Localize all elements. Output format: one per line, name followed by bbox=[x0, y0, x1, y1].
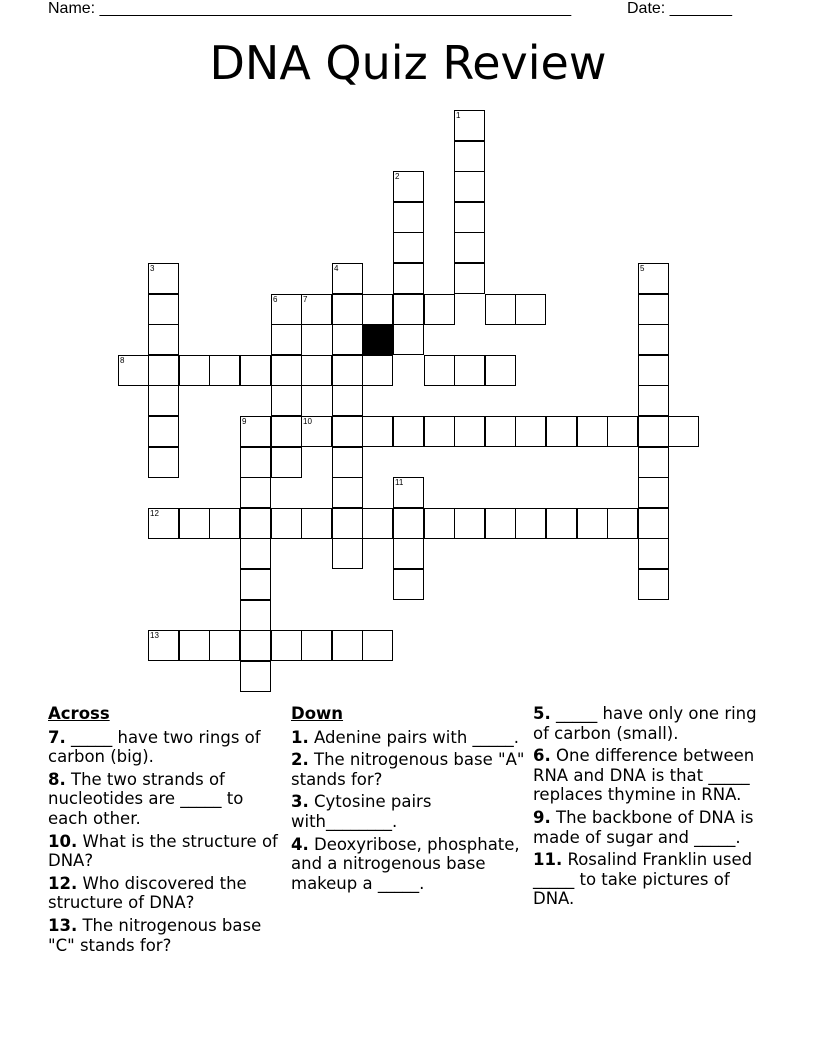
grid-cell bbox=[424, 416, 455, 447]
grid-cell bbox=[485, 508, 516, 539]
grid-cell bbox=[638, 477, 669, 508]
down-clue-list-continued bbox=[533, 704, 768, 909]
clue-text: One difference between RNA and DNA is that _____ replaces thymine in RNA. bbox=[533, 746, 755, 805]
grid-cell bbox=[118, 355, 149, 386]
grid-cell bbox=[607, 508, 638, 539]
grid-cell bbox=[638, 569, 669, 600]
grid-cell bbox=[638, 538, 669, 569]
grid-cell bbox=[362, 416, 393, 447]
grid-cell bbox=[209, 508, 240, 539]
grid-cell bbox=[301, 416, 332, 447]
grid-cell bbox=[240, 538, 271, 569]
grid-cell bbox=[240, 630, 271, 661]
clue-text: The nitrogenous base "C" stands for? bbox=[48, 915, 262, 955]
down-clues bbox=[291, 704, 525, 896]
grid-cell bbox=[148, 263, 179, 294]
clue-text: What is the structure of DNA? bbox=[48, 831, 278, 871]
clue-number-label: 2. bbox=[291, 750, 309, 770]
across-heading: Across bbox=[48, 704, 110, 723]
clue-item bbox=[291, 728, 525, 748]
grid-cell bbox=[393, 202, 424, 233]
grid-cell bbox=[332, 477, 363, 508]
down-heading: Down bbox=[291, 704, 344, 723]
grid-cell bbox=[148, 355, 179, 386]
clue-number-label: 1. bbox=[291, 727, 309, 747]
grid-cell bbox=[638, 263, 669, 294]
name-field-label: Name: _____________________________________________________ bbox=[48, 0, 572, 17]
grid-cell bbox=[454, 416, 485, 447]
clue-number-label: 11. bbox=[533, 850, 563, 870]
grid-cell bbox=[301, 630, 332, 661]
grid-cell bbox=[515, 416, 546, 447]
grid-cell bbox=[454, 263, 485, 294]
clue-number-label: 6. bbox=[533, 746, 551, 766]
grid-cell bbox=[332, 355, 363, 386]
clue-text: Deoxyribose, phosphate, and a nitrogenous base makeup a _____. bbox=[291, 834, 520, 893]
grid-cell bbox=[271, 630, 302, 661]
clue-number-label: 9. bbox=[533, 807, 551, 827]
grid-cell bbox=[332, 416, 363, 447]
grid-cell bbox=[638, 508, 669, 539]
clue-number: 4 bbox=[334, 264, 339, 273]
clue-number-label: 10. bbox=[48, 831, 78, 851]
clue-number: 1 bbox=[456, 111, 461, 120]
grid-cell bbox=[607, 416, 638, 447]
clue-number: 8 bbox=[120, 356, 125, 365]
grid-cell bbox=[454, 141, 485, 172]
clue-item bbox=[291, 750, 525, 789]
grid-cell bbox=[393, 569, 424, 600]
grid-cell bbox=[240, 447, 271, 478]
clue-text: _____ have two rings of carbon (big). bbox=[48, 727, 261, 767]
clue-number: 7 bbox=[303, 295, 308, 304]
grid-cell bbox=[148, 447, 179, 478]
clue-item bbox=[291, 792, 525, 831]
across-clue-list bbox=[48, 728, 280, 956]
clue-text: Rosalind Franklin used _____ to take pictures of DNA. bbox=[533, 850, 753, 909]
clue-item bbox=[533, 850, 768, 909]
grid-cell bbox=[485, 355, 516, 386]
grid-cell bbox=[240, 600, 271, 631]
grid-cell bbox=[332, 263, 363, 294]
clue-number: 9 bbox=[242, 417, 247, 426]
grid-cell bbox=[332, 447, 363, 478]
grid-cell bbox=[271, 447, 302, 478]
grid-cell bbox=[454, 171, 485, 202]
grid-cell bbox=[362, 294, 393, 325]
grid-cell bbox=[271, 294, 302, 325]
grid-cell bbox=[668, 416, 699, 447]
clue-item bbox=[48, 832, 280, 871]
grid-cell bbox=[393, 508, 424, 539]
grid-cell bbox=[209, 355, 240, 386]
grid-cell bbox=[577, 416, 608, 447]
clue-text: Cytosine pairs with________. bbox=[291, 792, 432, 831]
clue-text: Who discovered the structure of DNA? bbox=[48, 873, 247, 913]
grid-cell bbox=[638, 294, 669, 325]
clue-item bbox=[533, 808, 768, 847]
grid-cell bbox=[577, 508, 608, 539]
grid-cell bbox=[638, 355, 669, 386]
grid-cell bbox=[362, 355, 393, 386]
clue-number-label: 4. bbox=[291, 834, 309, 854]
grid-cell bbox=[240, 416, 271, 447]
clue-text: The two strands of nucleotides are _____ to each other. bbox=[48, 769, 244, 828]
grid-cell bbox=[240, 508, 271, 539]
grid-cell bbox=[424, 294, 455, 325]
grid-cell bbox=[393, 294, 424, 325]
grid-cell bbox=[271, 355, 302, 386]
grid-cell bbox=[209, 630, 240, 661]
grid-cell bbox=[301, 508, 332, 539]
grid-cell bbox=[515, 294, 546, 325]
grid-cell bbox=[332, 508, 363, 539]
clue-number-label: 12. bbox=[48, 873, 78, 893]
clue-number: 6 bbox=[273, 295, 278, 304]
clue-item bbox=[48, 728, 280, 767]
grid-cell bbox=[638, 385, 669, 416]
clue-number: 13 bbox=[150, 631, 159, 640]
grid-cell bbox=[485, 416, 516, 447]
grid-cell bbox=[393, 416, 424, 447]
grid-cell bbox=[148, 416, 179, 447]
grid-cell bbox=[454, 110, 485, 141]
grid-cell bbox=[454, 202, 485, 233]
grid-cell bbox=[148, 385, 179, 416]
grid-cell bbox=[179, 508, 210, 539]
grid-cell bbox=[148, 294, 179, 325]
grid-cell bbox=[271, 416, 302, 447]
grid-cell bbox=[393, 263, 424, 294]
clue-number: 10 bbox=[303, 417, 312, 426]
grid-cell bbox=[148, 324, 179, 355]
clue-item bbox=[48, 770, 280, 829]
page-title: DNA Quiz Review bbox=[209, 36, 607, 90]
grid-cell bbox=[362, 630, 393, 661]
down-clue-list bbox=[291, 728, 525, 894]
clue-number-label: 8. bbox=[48, 769, 66, 789]
clue-item bbox=[533, 746, 768, 805]
grid-cell bbox=[638, 324, 669, 355]
grid-cell bbox=[332, 324, 363, 355]
clue-item bbox=[291, 835, 525, 894]
grid-cell bbox=[148, 630, 179, 661]
clue-number-label: 3. bbox=[291, 792, 309, 812]
grid-cell bbox=[362, 508, 393, 539]
clue-number-label: 13. bbox=[48, 915, 78, 935]
grid-cell bbox=[424, 355, 455, 386]
clue-number-label: 7. bbox=[48, 727, 66, 747]
grid-cell bbox=[301, 355, 332, 386]
clue-item bbox=[533, 704, 768, 743]
grid-cell bbox=[454, 355, 485, 386]
grid-cell bbox=[393, 232, 424, 263]
grid-cell bbox=[638, 416, 669, 447]
grid-cell bbox=[240, 661, 271, 692]
grid-cell bbox=[301, 294, 332, 325]
grid-cell bbox=[179, 355, 210, 386]
grid-cell bbox=[332, 385, 363, 416]
clue-number: 5 bbox=[640, 264, 645, 273]
clue-number: 12 bbox=[150, 509, 159, 518]
clue-text: _____ have only one ring of carbon (small). bbox=[533, 704, 757, 743]
grid-cell bbox=[454, 508, 485, 539]
grid-cell bbox=[271, 508, 302, 539]
grid-cell bbox=[148, 508, 179, 539]
grid-cell bbox=[485, 294, 516, 325]
across-clues bbox=[48, 704, 280, 958]
clue-text: The nitrogenous base "A" stands for? bbox=[291, 750, 525, 789]
clue-number: 3 bbox=[150, 264, 155, 273]
grid-cell bbox=[240, 477, 271, 508]
clue-item bbox=[48, 916, 280, 955]
grid-cell bbox=[179, 630, 210, 661]
clue-item bbox=[48, 874, 280, 913]
grid-cell bbox=[240, 355, 271, 386]
grid-cell bbox=[393, 538, 424, 569]
grid-cell bbox=[424, 508, 455, 539]
grid-cell bbox=[332, 538, 363, 569]
grid-cell bbox=[393, 324, 424, 355]
grid-cell bbox=[638, 447, 669, 478]
black-cell bbox=[362, 324, 393, 355]
grid-cell bbox=[332, 294, 363, 325]
clue-number: 11 bbox=[395, 478, 404, 487]
clue-text: The backbone of DNA is made of sugar and _____. bbox=[533, 807, 754, 847]
grid-cell bbox=[332, 630, 363, 661]
grid-cell bbox=[454, 232, 485, 263]
date-field-label: Date: _______ bbox=[627, 0, 732, 17]
grid-cell bbox=[393, 171, 424, 202]
grid-cell bbox=[546, 508, 577, 539]
down-clues-continued bbox=[533, 704, 768, 912]
grid-cell bbox=[240, 569, 271, 600]
clue-number-label: 5. bbox=[533, 704, 551, 723]
grid-cell bbox=[515, 508, 546, 539]
clue-number: 2 bbox=[395, 172, 400, 181]
clue-text: Adenine pairs with _____. bbox=[308, 727, 520, 747]
grid-cell bbox=[271, 385, 302, 416]
grid-cell bbox=[393, 477, 424, 508]
grid-cell bbox=[546, 416, 577, 447]
grid-cell bbox=[271, 324, 302, 355]
